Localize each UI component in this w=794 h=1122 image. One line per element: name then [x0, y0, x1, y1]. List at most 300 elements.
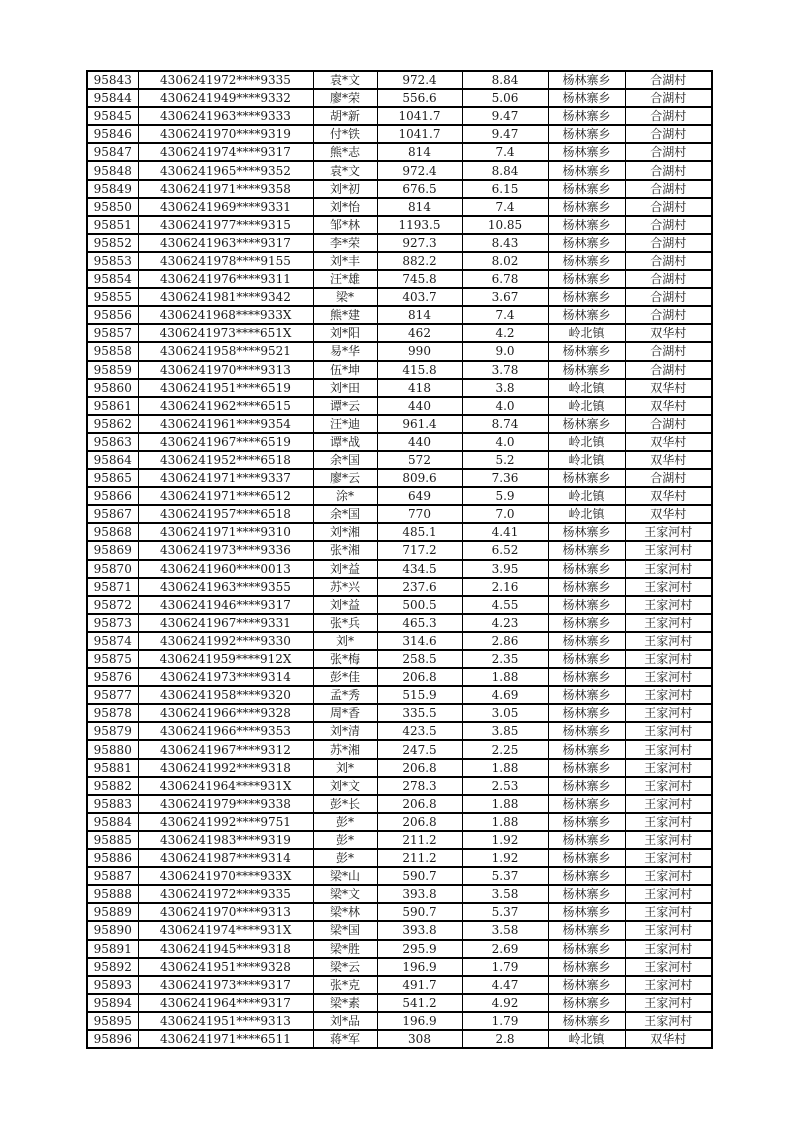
cell-name: 梁* [313, 288, 377, 306]
cell-area: 8.74 [462, 415, 548, 433]
cell-town: 杨林寨乡 [548, 650, 625, 668]
cell-seq: 95894 [87, 994, 138, 1012]
cell-town: 杨林寨乡 [548, 252, 625, 270]
cell-town: 杨林寨乡 [548, 777, 625, 795]
table-row [87, 1030, 712, 1048]
cell-name: 余*国 [313, 451, 377, 469]
cell-id: 4306241968****933X [138, 306, 313, 324]
cell-id: 4306241978****9155 [138, 252, 313, 270]
cell-seq: 95866 [87, 487, 138, 505]
cell-seq: 95845 [87, 107, 138, 125]
cell-town: 杨林寨乡 [548, 596, 625, 614]
cell-amount: 211.2 [377, 831, 462, 849]
cell-village: 合湖村 [625, 125, 712, 143]
cell-seq: 95886 [87, 849, 138, 867]
cell-id: 4306241949****9332 [138, 89, 313, 107]
cell-id: 4306241961****9354 [138, 415, 313, 433]
cell-amount: 314.6 [377, 632, 462, 650]
cell-id: 4306241971****9337 [138, 469, 313, 487]
cell-area: 2.25 [462, 740, 548, 758]
cell-id: 4306241945****9318 [138, 940, 313, 958]
cell-seq: 95878 [87, 704, 138, 722]
cell-village: 王家河村 [625, 777, 712, 795]
cell-village: 王家河村 [625, 578, 712, 596]
cell-id: 4306241964****931X [138, 777, 313, 795]
cell-seq: 95857 [87, 324, 138, 342]
cell-amount: 590.7 [377, 903, 462, 921]
cell-amount: 415.8 [377, 361, 462, 379]
cell-town: 杨林寨乡 [548, 469, 625, 487]
cell-amount: 515.9 [377, 686, 462, 704]
cell-amount: 649 [377, 487, 462, 505]
cell-seq: 95889 [87, 903, 138, 921]
table-row [87, 433, 712, 451]
cell-town: 杨林寨乡 [548, 107, 625, 125]
cell-area: 5.37 [462, 867, 548, 885]
cell-name: 谭*战 [313, 433, 377, 451]
table-row [87, 940, 712, 958]
cell-area: 9.0 [462, 342, 548, 360]
cell-amount: 814 [377, 143, 462, 161]
cell-area: 9.47 [462, 125, 548, 143]
cell-name: 刘*益 [313, 560, 377, 578]
cell-town: 杨林寨乡 [548, 1012, 625, 1030]
cell-village: 合湖村 [625, 361, 712, 379]
cell-name: 彭* [313, 813, 377, 831]
cell-town: 杨林寨乡 [548, 180, 625, 198]
table-row [87, 867, 712, 885]
cell-name: 张*梅 [313, 650, 377, 668]
cell-name: 蒋*军 [313, 1030, 377, 1048]
cell-seq: 95885 [87, 831, 138, 849]
cell-area: 3.58 [462, 921, 548, 939]
table-row [87, 704, 712, 722]
cell-village: 王家河村 [625, 704, 712, 722]
cell-id: 4306241971****9358 [138, 180, 313, 198]
cell-town: 岭北镇 [548, 1030, 625, 1048]
cell-area: 2.69 [462, 940, 548, 958]
cell-id: 4306241992****9318 [138, 759, 313, 777]
cell-name: 苏*湘 [313, 740, 377, 758]
cell-town: 杨林寨乡 [548, 885, 625, 903]
cell-area: 4.55 [462, 596, 548, 614]
cell-name: 刘*丰 [313, 252, 377, 270]
cell-seq: 95881 [87, 759, 138, 777]
cell-seq: 95864 [87, 451, 138, 469]
cell-town: 杨林寨乡 [548, 216, 625, 234]
cell-amount: 258.5 [377, 650, 462, 668]
cell-id: 4306241983****9319 [138, 831, 313, 849]
cell-seq: 95883 [87, 795, 138, 813]
cell-seq: 95895 [87, 1012, 138, 1030]
cell-amount: 676.5 [377, 180, 462, 198]
cell-name: 梁*国 [313, 921, 377, 939]
cell-seq: 95848 [87, 161, 138, 179]
cell-village: 王家河村 [625, 958, 712, 976]
cell-village: 合湖村 [625, 342, 712, 360]
cell-amount: 278.3 [377, 777, 462, 795]
cell-area: 4.47 [462, 976, 548, 994]
cell-town: 杨林寨乡 [548, 759, 625, 777]
table-row [87, 777, 712, 795]
cell-village: 王家河村 [625, 596, 712, 614]
table-row [87, 469, 712, 487]
table-row [87, 107, 712, 125]
cell-village: 合湖村 [625, 234, 712, 252]
cell-village: 王家河村 [625, 632, 712, 650]
cell-village: 合湖村 [625, 415, 712, 433]
cell-id: 4306241967****6519 [138, 433, 313, 451]
cell-id: 4306241966****9353 [138, 722, 313, 740]
cell-village: 双华村 [625, 397, 712, 415]
cell-village: 王家河村 [625, 686, 712, 704]
cell-seq: 95876 [87, 668, 138, 686]
table-row [87, 994, 712, 1012]
cell-seq: 95882 [87, 777, 138, 795]
cell-area: 4.23 [462, 614, 548, 632]
cell-village: 双华村 [625, 1030, 712, 1048]
cell-name: 刘* [313, 759, 377, 777]
cell-area: 7.36 [462, 469, 548, 487]
cell-amount: 500.5 [377, 596, 462, 614]
cell-village: 王家河村 [625, 903, 712, 921]
cell-seq: 95850 [87, 198, 138, 216]
cell-town: 杨林寨乡 [548, 921, 625, 939]
cell-village: 王家河村 [625, 650, 712, 668]
cell-village: 合湖村 [625, 107, 712, 125]
cell-name: 梁*云 [313, 958, 377, 976]
cell-village: 合湖村 [625, 216, 712, 234]
cell-id: 4306241967****9331 [138, 614, 313, 632]
cell-amount: 196.9 [377, 958, 462, 976]
cell-area: 2.8 [462, 1030, 548, 1048]
cell-area: 3.58 [462, 885, 548, 903]
table-row [87, 958, 712, 976]
cell-town: 杨林寨乡 [548, 198, 625, 216]
cell-amount: 393.8 [377, 921, 462, 939]
cell-area: 4.41 [462, 523, 548, 541]
cell-village: 双华村 [625, 505, 712, 523]
cell-area: 8.84 [462, 161, 548, 179]
cell-village: 合湖村 [625, 252, 712, 270]
table-row [87, 541, 712, 559]
cell-name: 刘* [313, 632, 377, 650]
cell-amount: 440 [377, 433, 462, 451]
cell-town: 岭北镇 [548, 324, 625, 342]
cell-amount: 485.1 [377, 523, 462, 541]
table-row [87, 885, 712, 903]
cell-name: 彭*长 [313, 795, 377, 813]
cell-name: 邹*林 [313, 216, 377, 234]
cell-area: 1.88 [462, 668, 548, 686]
cell-amount: 927.3 [377, 234, 462, 252]
cell-town: 杨林寨乡 [548, 161, 625, 179]
table-row [87, 216, 712, 234]
cell-seq: 95844 [87, 89, 138, 107]
cell-village: 王家河村 [625, 1012, 712, 1030]
cell-seq: 95872 [87, 596, 138, 614]
table-row [87, 180, 712, 198]
cell-seq: 95896 [87, 1030, 138, 1048]
cell-area: 6.52 [462, 541, 548, 559]
cell-amount: 972.4 [377, 71, 462, 89]
table-row [87, 361, 712, 379]
cell-name: 刘*初 [313, 180, 377, 198]
cell-name: 谭*云 [313, 397, 377, 415]
cell-name: 梁*山 [313, 867, 377, 885]
cell-seq: 95843 [87, 71, 138, 89]
cell-name: 梁*林 [313, 903, 377, 921]
cell-seq: 95887 [87, 867, 138, 885]
cell-amount: 1041.7 [377, 107, 462, 125]
cell-seq: 95865 [87, 469, 138, 487]
cell-id: 4306241977****9315 [138, 216, 313, 234]
cell-area: 8.43 [462, 234, 548, 252]
table-row [87, 487, 712, 505]
cell-town: 杨林寨乡 [548, 976, 625, 994]
cell-seq: 95879 [87, 722, 138, 740]
cell-town: 杨林寨乡 [548, 270, 625, 288]
table-row [87, 740, 712, 758]
cell-area: 4.2 [462, 324, 548, 342]
cell-town: 杨林寨乡 [548, 903, 625, 921]
table-row [87, 198, 712, 216]
cell-amount: 1193.5 [377, 216, 462, 234]
cell-village: 王家河村 [625, 849, 712, 867]
cell-seq: 95851 [87, 216, 138, 234]
cell-village: 合湖村 [625, 198, 712, 216]
cell-name: 刘*文 [313, 777, 377, 795]
cell-seq: 95888 [87, 885, 138, 903]
cell-id: 4306241970****9319 [138, 125, 313, 143]
cell-town: 杨林寨乡 [548, 867, 625, 885]
cell-seq: 95874 [87, 632, 138, 650]
table-row [87, 143, 712, 161]
cell-id: 4306241966****9328 [138, 704, 313, 722]
cell-name: 刘*湘 [313, 523, 377, 541]
cell-amount: 882.2 [377, 252, 462, 270]
cell-area: 3.67 [462, 288, 548, 306]
cell-town: 杨林寨乡 [548, 306, 625, 324]
table-row [87, 650, 712, 668]
cell-amount: 556.6 [377, 89, 462, 107]
cell-town: 杨林寨乡 [548, 668, 625, 686]
cell-village: 王家河村 [625, 940, 712, 958]
cell-id: 4306241971****6512 [138, 487, 313, 505]
cell-town: 杨林寨乡 [548, 143, 625, 161]
cell-name: 彭*佳 [313, 668, 377, 686]
cell-name: 梁*素 [313, 994, 377, 1012]
table-row [87, 813, 712, 831]
cell-id: 4306241970****9313 [138, 361, 313, 379]
cell-town: 杨林寨乡 [548, 578, 625, 596]
cell-seq: 95861 [87, 397, 138, 415]
subsidy-table [86, 70, 713, 1049]
cell-town: 岭北镇 [548, 451, 625, 469]
cell-amount: 465.3 [377, 614, 462, 632]
cell-id: 4306241974****931X [138, 921, 313, 939]
cell-town: 杨林寨乡 [548, 704, 625, 722]
cell-town: 杨林寨乡 [548, 234, 625, 252]
cell-name: 袁*文 [313, 161, 377, 179]
cell-area: 5.06 [462, 89, 548, 107]
cell-seq: 95884 [87, 813, 138, 831]
cell-id: 4306241963****9355 [138, 578, 313, 596]
cell-area: 5.2 [462, 451, 548, 469]
cell-name: 袁*文 [313, 71, 377, 89]
cell-seq: 95877 [87, 686, 138, 704]
cell-area: 1.88 [462, 813, 548, 831]
cell-town: 杨林寨乡 [548, 740, 625, 758]
cell-amount: 403.7 [377, 288, 462, 306]
cell-area: 1.79 [462, 958, 548, 976]
cell-seq: 95846 [87, 125, 138, 143]
cell-town: 杨林寨乡 [548, 415, 625, 433]
cell-amount: 393.8 [377, 885, 462, 903]
cell-amount: 335.5 [377, 704, 462, 722]
cell-seq: 95849 [87, 180, 138, 198]
cell-name: 汪*雄 [313, 270, 377, 288]
cell-id: 4306241973****9336 [138, 541, 313, 559]
cell-id: 4306241951****6519 [138, 379, 313, 397]
cell-village: 王家河村 [625, 541, 712, 559]
cell-name: 梁*文 [313, 885, 377, 903]
cell-id: 4306241972****9335 [138, 885, 313, 903]
cell-village: 双华村 [625, 433, 712, 451]
table-row [87, 903, 712, 921]
cell-village: 王家河村 [625, 560, 712, 578]
table-row [87, 125, 712, 143]
cell-area: 9.47 [462, 107, 548, 125]
cell-village: 王家河村 [625, 885, 712, 903]
cell-id: 4306241964****9317 [138, 994, 313, 1012]
cell-village: 王家河村 [625, 831, 712, 849]
table-row [87, 596, 712, 614]
table-row [87, 1012, 712, 1030]
cell-town: 杨林寨乡 [548, 614, 625, 632]
cell-town: 杨林寨乡 [548, 849, 625, 867]
cell-area: 4.0 [462, 433, 548, 451]
cell-name: 刘*品 [313, 1012, 377, 1030]
cell-village: 王家河村 [625, 614, 712, 632]
cell-town: 杨林寨乡 [548, 541, 625, 559]
cell-amount: 308 [377, 1030, 462, 1048]
cell-village: 合湖村 [625, 161, 712, 179]
table-row [87, 270, 712, 288]
cell-town: 杨林寨乡 [548, 125, 625, 143]
cell-area: 2.86 [462, 632, 548, 650]
cell-id: 4306241970****933X [138, 867, 313, 885]
cell-amount: 541.2 [377, 994, 462, 1012]
cell-village: 合湖村 [625, 180, 712, 198]
cell-id: 4306241958****9521 [138, 342, 313, 360]
cell-seq: 95892 [87, 958, 138, 976]
cell-amount: 809.6 [377, 469, 462, 487]
cell-area: 3.78 [462, 361, 548, 379]
cell-name: 廖*云 [313, 469, 377, 487]
cell-amount: 972.4 [377, 161, 462, 179]
table-row [87, 306, 712, 324]
cell-seq: 95890 [87, 921, 138, 939]
table-row [87, 89, 712, 107]
table-row [87, 759, 712, 777]
cell-area: 4.69 [462, 686, 548, 704]
cell-id: 4306241969****9331 [138, 198, 313, 216]
table-row [87, 342, 712, 360]
cell-area: 2.35 [462, 650, 548, 668]
cell-village: 王家河村 [625, 722, 712, 740]
cell-name: 孟*秀 [313, 686, 377, 704]
cell-id: 4306241967****9312 [138, 740, 313, 758]
cell-village: 合湖村 [625, 288, 712, 306]
table-body [87, 71, 712, 1048]
cell-seq: 95870 [87, 560, 138, 578]
table-row [87, 921, 712, 939]
cell-name: 熊*志 [313, 143, 377, 161]
cell-area: 8.84 [462, 71, 548, 89]
cell-id: 4306241987****9314 [138, 849, 313, 867]
cell-amount: 418 [377, 379, 462, 397]
cell-name: 李*荣 [313, 234, 377, 252]
cell-id: 4306241971****6511 [138, 1030, 313, 1048]
cell-name: 刘*田 [313, 379, 377, 397]
cell-town: 杨林寨乡 [548, 813, 625, 831]
cell-id: 4306241965****9352 [138, 161, 313, 179]
cell-area: 1.88 [462, 759, 548, 777]
cell-name: 胡*新 [313, 107, 377, 125]
cell-area: 2.16 [462, 578, 548, 596]
cell-id: 4306241970****9313 [138, 903, 313, 921]
cell-seq: 95852 [87, 234, 138, 252]
cell-id: 4306241973****9314 [138, 668, 313, 686]
table-row [87, 523, 712, 541]
cell-amount: 440 [377, 397, 462, 415]
cell-town: 岭北镇 [548, 487, 625, 505]
cell-name: 苏*兴 [313, 578, 377, 596]
cell-amount: 572 [377, 451, 462, 469]
table-row [87, 415, 712, 433]
cell-village: 王家河村 [625, 795, 712, 813]
cell-amount: 990 [377, 342, 462, 360]
cell-town: 岭北镇 [548, 379, 625, 397]
cell-id: 4306241974****9317 [138, 143, 313, 161]
cell-village: 王家河村 [625, 867, 712, 885]
cell-id: 4306241963****9333 [138, 107, 313, 125]
table-row [87, 288, 712, 306]
cell-village: 合湖村 [625, 89, 712, 107]
cell-area: 5.37 [462, 903, 548, 921]
cell-amount: 1041.7 [377, 125, 462, 143]
table-row [87, 614, 712, 632]
cell-town: 岭北镇 [548, 505, 625, 523]
cell-town: 杨林寨乡 [548, 560, 625, 578]
table-row [87, 578, 712, 596]
cell-name: 伍*坤 [313, 361, 377, 379]
cell-seq: 95856 [87, 306, 138, 324]
cell-village: 双华村 [625, 451, 712, 469]
cell-area: 4.0 [462, 397, 548, 415]
cell-name: 涂* [313, 487, 377, 505]
table-row [87, 686, 712, 704]
cell-seq: 95867 [87, 505, 138, 523]
table-row [87, 234, 712, 252]
cell-name: 付*铁 [313, 125, 377, 143]
cell-area: 3.8 [462, 379, 548, 397]
cell-amount: 462 [377, 324, 462, 342]
cell-name: 周*香 [313, 704, 377, 722]
cell-id: 4306241962****6515 [138, 397, 313, 415]
cell-area: 1.79 [462, 1012, 548, 1030]
